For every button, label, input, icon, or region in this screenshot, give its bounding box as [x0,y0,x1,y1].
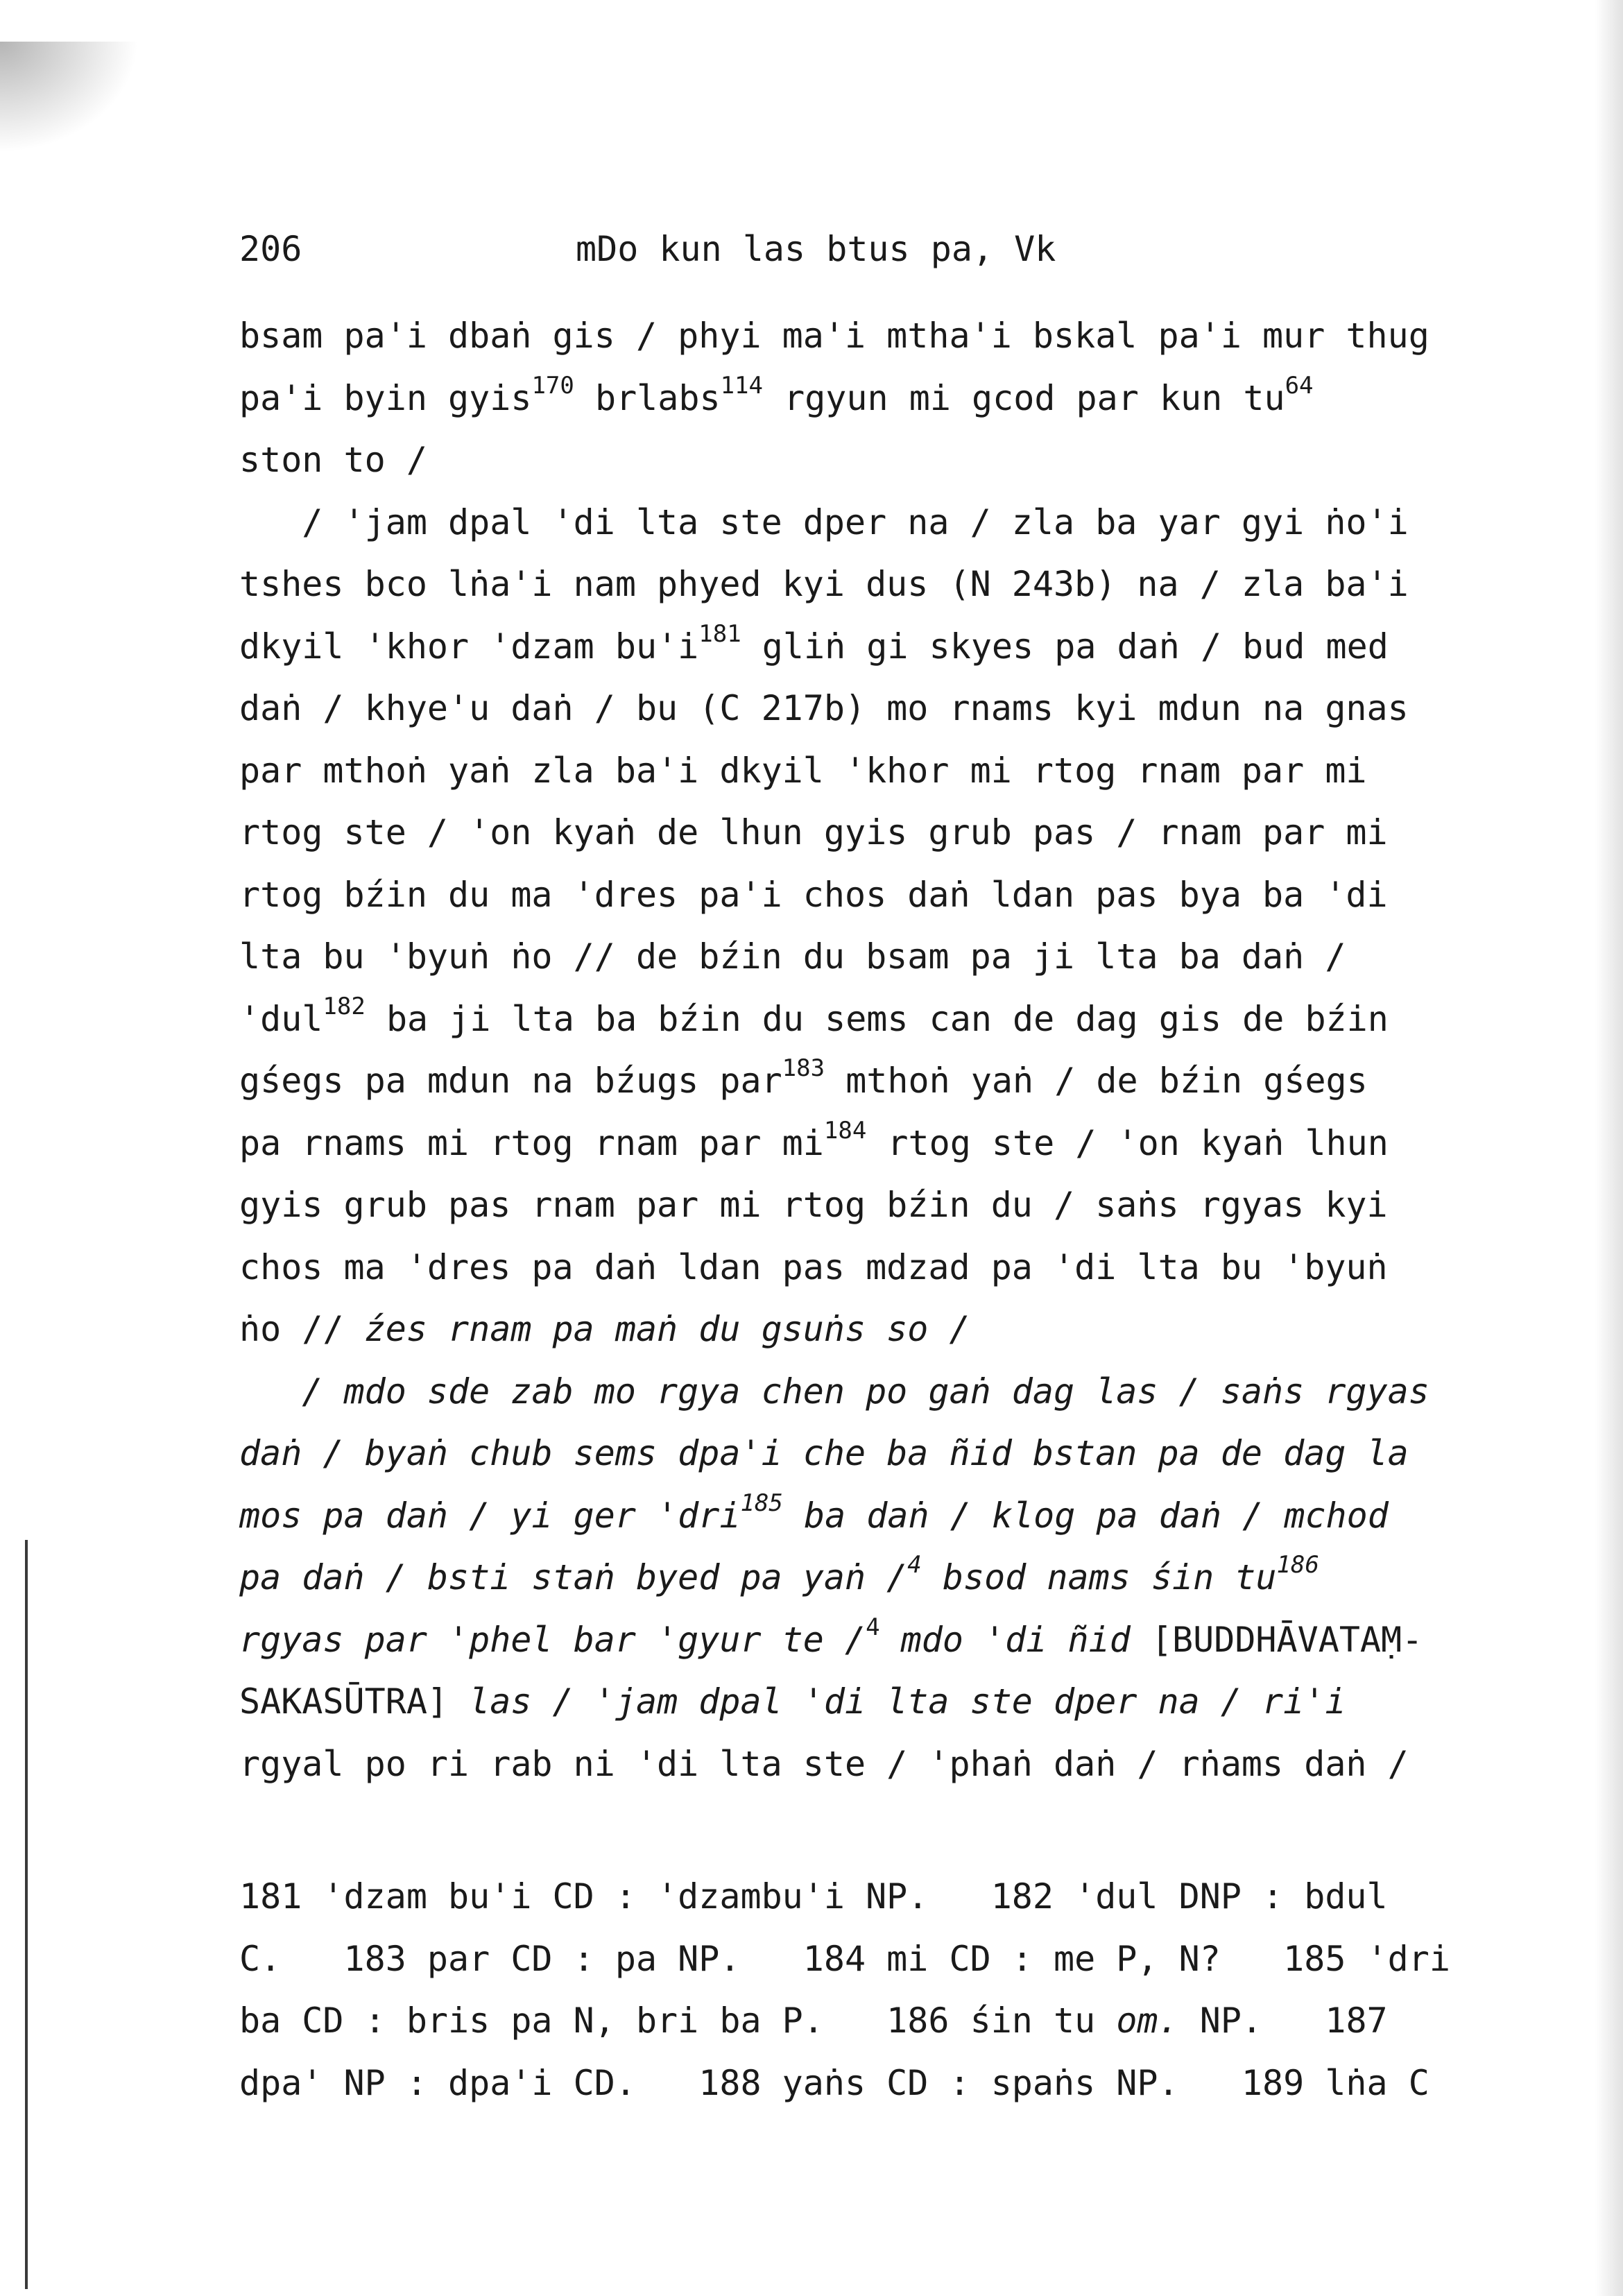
text-span: lta bu 'byuṅ ṅo // de bźin du bsam pa ji lta ba daṅ / [239,936,1346,977]
text-line [239,740,1522,803]
text-line [239,1423,1522,1485]
scan-edge [1595,0,1623,2296]
text-span: bsam pa'i dbaṅ gis / phyi ma'i mtha'i bskal pa'i mur thug [239,316,1429,356]
text-line [239,1609,1522,1672]
text-span: ba CD : bris pa N, bri ba P. 186 śin tu [239,2001,1117,2041]
note-ref: 181 [698,619,741,648]
text-line [239,1485,1522,1548]
text-line [239,616,1522,678]
italic-span: bsod nams śin tu [921,1557,1277,1597]
text-line [239,554,1522,616]
italic-span: / mdo sde zab mo rgya chen po gaṅ dag las / saṅs rgyas [239,1371,1429,1412]
text-line [239,802,1522,864]
text-span: NP. 187 [1178,2001,1388,2041]
text-span: rgyun mi gcod par kun tu [763,377,1285,418]
footnote-line [239,2053,1557,2115]
text-span: [BUDDHĀVATAṂ- [1151,1619,1423,1660]
text-line [239,1671,1522,1733]
italic-span: ba daṅ / klog pa daṅ / mchod [782,1495,1389,1536]
main-text [239,305,1522,1795]
text-line [239,988,1522,1051]
text-line [239,305,1522,368]
italic-span: rgyas par 'phel bar 'gyur te / [239,1619,866,1660]
text-span: / 'jam dpal 'di lta ste dper na / zla ba yar gyi ṅo'i [239,502,1409,542]
text-line [239,368,1522,430]
text-span: SAKASŪTRA] [239,1681,470,1722]
text-span: 181 'dzam bu'i CD : 'dzambu'i NP. 182 'dul DNP : bdul [239,1876,1388,1917]
text-span: rgyal po ri rab ni 'di lta ste / 'phaṅ daṅ / rṅams daṅ / [239,1743,1409,1784]
italic-span: las / 'jam dpal 'di lta ste dper na / ri'i [469,1681,1346,1722]
text-line [239,1237,1522,1299]
text-span: tshes bco lṅa'i nam phyed kyi dus (N 243b) na / zla ba'i [239,564,1409,604]
footnote-line [239,1866,1557,1928]
note-ref: 4 [866,1613,880,1641]
text-span: gśegs pa mdun na bźugs par [239,1061,782,1101]
text-span: gyis grub pas rnam par mi rtog bźin du / saṅs rgyas kyi [239,1185,1388,1225]
text-span: brlabs [574,377,721,418]
text-line [239,926,1522,988]
text-line [239,1050,1522,1113]
binding-edge [25,1540,28,2289]
text-span: C. 183 par CD : pa NP. 184 mi CD : me P, N? 185 'dri [239,1938,1450,1979]
text-line [239,678,1522,740]
note-ref: 186 [1276,1551,1319,1579]
italic-span: om. [1116,2001,1179,2041]
running-head: mDo kun las btus pa, Vk [576,229,1056,269]
note-ref: 182 [323,992,366,1020]
text-line [239,1174,1522,1237]
italic-span: pa daṅ / bsti staṅ byed pa yaṅ / [239,1557,908,1597]
text-span: rtog ste / 'on kyaṅ lhun [866,1122,1389,1163]
italic-span: daṅ / byaṅ chub sems dpa'i che ba ñid bstan pa de dag la [239,1433,1409,1473]
footnote-line [239,1990,1557,2053]
scan-shadow [0,42,139,153]
italic-span: mdo 'di ñid [879,1619,1151,1660]
italic-span: źes rnam pa maṅ du gsuṅs so / [364,1309,970,1349]
note-ref: 114 [720,371,763,400]
text-line [239,1299,1522,1361]
footnotes [239,1866,1557,2114]
text-span: pa rnams mi rtog rnam par mi [239,1122,824,1163]
text-line [239,1733,1522,1796]
text-span: chos ma 'dres pa daṅ ldan pas mdzad pa 'di lta bu 'byuṅ [239,1246,1388,1287]
text-span: par mthoṅ yaṅ zla ba'i dkyil 'khor mi rtog rnam par mi [239,750,1367,791]
note-ref: 4 [907,1551,922,1579]
note-ref: 184 [823,1116,867,1145]
text-span: dpa' NP : dpa'i CD. 188 yaṅs CD : spaṅs NP. 189 lṅa C [239,2062,1429,2103]
text-span: mthoṅ yaṅ / de bźin gśegs [825,1061,1368,1101]
text-span: 'dul [239,998,323,1039]
note-ref: 183 [782,1054,825,1083]
text-line [239,1361,1522,1423]
text-line [239,1547,1522,1609]
italic-span: mos pa daṅ / yi ger 'dri [239,1495,741,1536]
text-span: dkyil 'khor 'dzam bu'i [239,626,699,667]
text-span: ṅo // [239,1309,365,1349]
text-line [239,864,1522,927]
text-span: rtog bźin du ma 'dres pa'i chos daṅ ldan pas bya ba 'di [239,874,1388,915]
text-span: ston to / [239,440,427,480]
note-ref: 64 [1285,371,1314,400]
text-line [239,492,1522,554]
note-ref: 170 [531,371,574,400]
page-header [239,229,1488,271]
footnote-line [239,1928,1557,1991]
text-span: gliṅ gi skyes pa daṅ / bud med [741,626,1389,667]
text-span: daṅ / khye'u daṅ / bu (C 217b) mo rnams kyi mdun na gnas [239,688,1409,728]
text-span: rtog ste / 'on kyaṅ de lhun gyis grub pas / rnam par mi [239,812,1388,853]
text-line [239,429,1522,492]
text-line [239,1113,1522,1175]
text-span: ba ji lta ba bźin du sems can de dag gis de bźin [365,998,1389,1039]
page-number: 206 [239,229,302,269]
note-ref: 185 [740,1489,783,1517]
text-span: pa'i byin gyis [239,377,532,418]
